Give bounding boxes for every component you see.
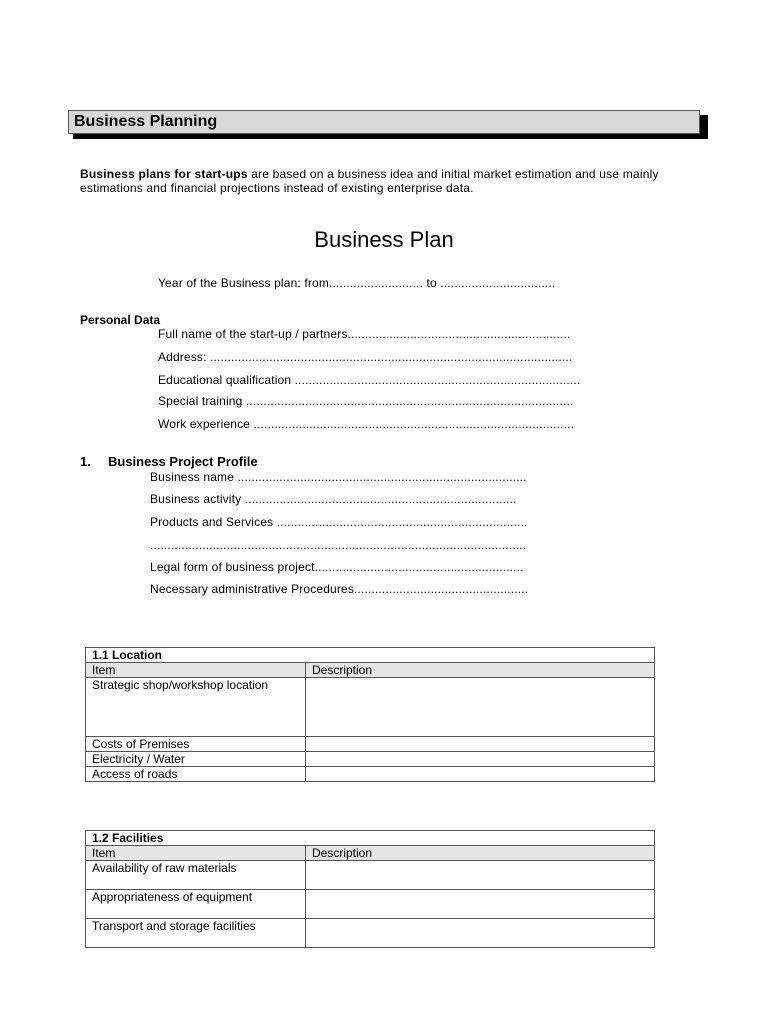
profile-line-products: Products and Services ........................................................................: [150, 515, 528, 529]
row-item: Costs of Premises: [86, 737, 306, 752]
row-item: Appropriateness of equipment: [86, 890, 306, 919]
table-row: [86, 861, 655, 890]
row-description[interactable]: [306, 752, 655, 767]
personal-line-education: Educational qualification ..................................................................................: [158, 373, 581, 387]
table-header-row: [86, 846, 655, 861]
row-description[interactable]: [306, 861, 655, 890]
row-item: Strategic shop/workshop location: [86, 678, 306, 737]
profile-line-procedures: Necessary administrative Procedures..................................................: [150, 582, 529, 596]
row-item: Electricity / Water: [86, 752, 306, 767]
document-title: Business Plan: [314, 227, 454, 252]
profile-line-products-cont: ............................................................................................................: [150, 538, 527, 552]
header-title: Business Planning: [74, 113, 218, 130]
profile-number: 1.: [80, 454, 91, 469]
column-header-item: Item: [86, 846, 306, 861]
page-header: [68, 110, 700, 134]
intro-bold: Business plans for start-ups: [80, 167, 248, 181]
table-row: [86, 767, 655, 782]
profile-line-legal: Legal form of business project............................................................: [150, 560, 524, 574]
personal-line-training: Special training ..............................................................................................: [158, 394, 574, 408]
profile-line-activity: Business activity ..............................................................................: [150, 492, 517, 506]
column-header-description: Description: [306, 846, 655, 861]
location-table-title: 1.1 Location: [86, 648, 655, 663]
row-description[interactable]: [306, 767, 655, 782]
row-description[interactable]: [306, 890, 655, 919]
location-table: [85, 647, 655, 782]
facilities-table-title: 1.2 Facilities: [86, 831, 655, 846]
table-row: [86, 737, 655, 752]
row-item: Access of roads: [86, 767, 306, 782]
intro-paragraph: [80, 167, 700, 195]
row-item: Availability of raw materials: [86, 861, 306, 890]
column-header-item: Item: [86, 663, 306, 678]
row-description[interactable]: [306, 919, 655, 948]
facilities-table: [85, 830, 655, 948]
personal-line-fullname: Full name of the start-up / partners................................................................: [158, 327, 571, 341]
row-description[interactable]: [306, 678, 655, 737]
table-row: [86, 890, 655, 919]
personal-data-label: Personal Data: [80, 313, 161, 327]
table-row: [86, 752, 655, 767]
row-item: Transport and storage facilities: [86, 919, 306, 948]
table-row: [86, 919, 655, 948]
column-header-description: Description: [306, 663, 655, 678]
profile-heading: Business Project Profile: [108, 454, 258, 469]
personal-line-address: Address: ........................................................................................................: [158, 350, 573, 364]
personal-line-experience: Work experience ............................................................................................: [158, 417, 575, 431]
row-description[interactable]: [306, 737, 655, 752]
intro-text: are based on a business idea and initial market estimation and use mainly estimations and financial projections instead of existing enterprise data.: [80, 167, 659, 195]
table-row: [86, 678, 655, 737]
table-header-row: [86, 663, 655, 678]
profile-line-name: Business name ...................................................................................: [150, 470, 527, 484]
year-line: Year of the Business plan: from........................... to .................................: [158, 276, 556, 290]
